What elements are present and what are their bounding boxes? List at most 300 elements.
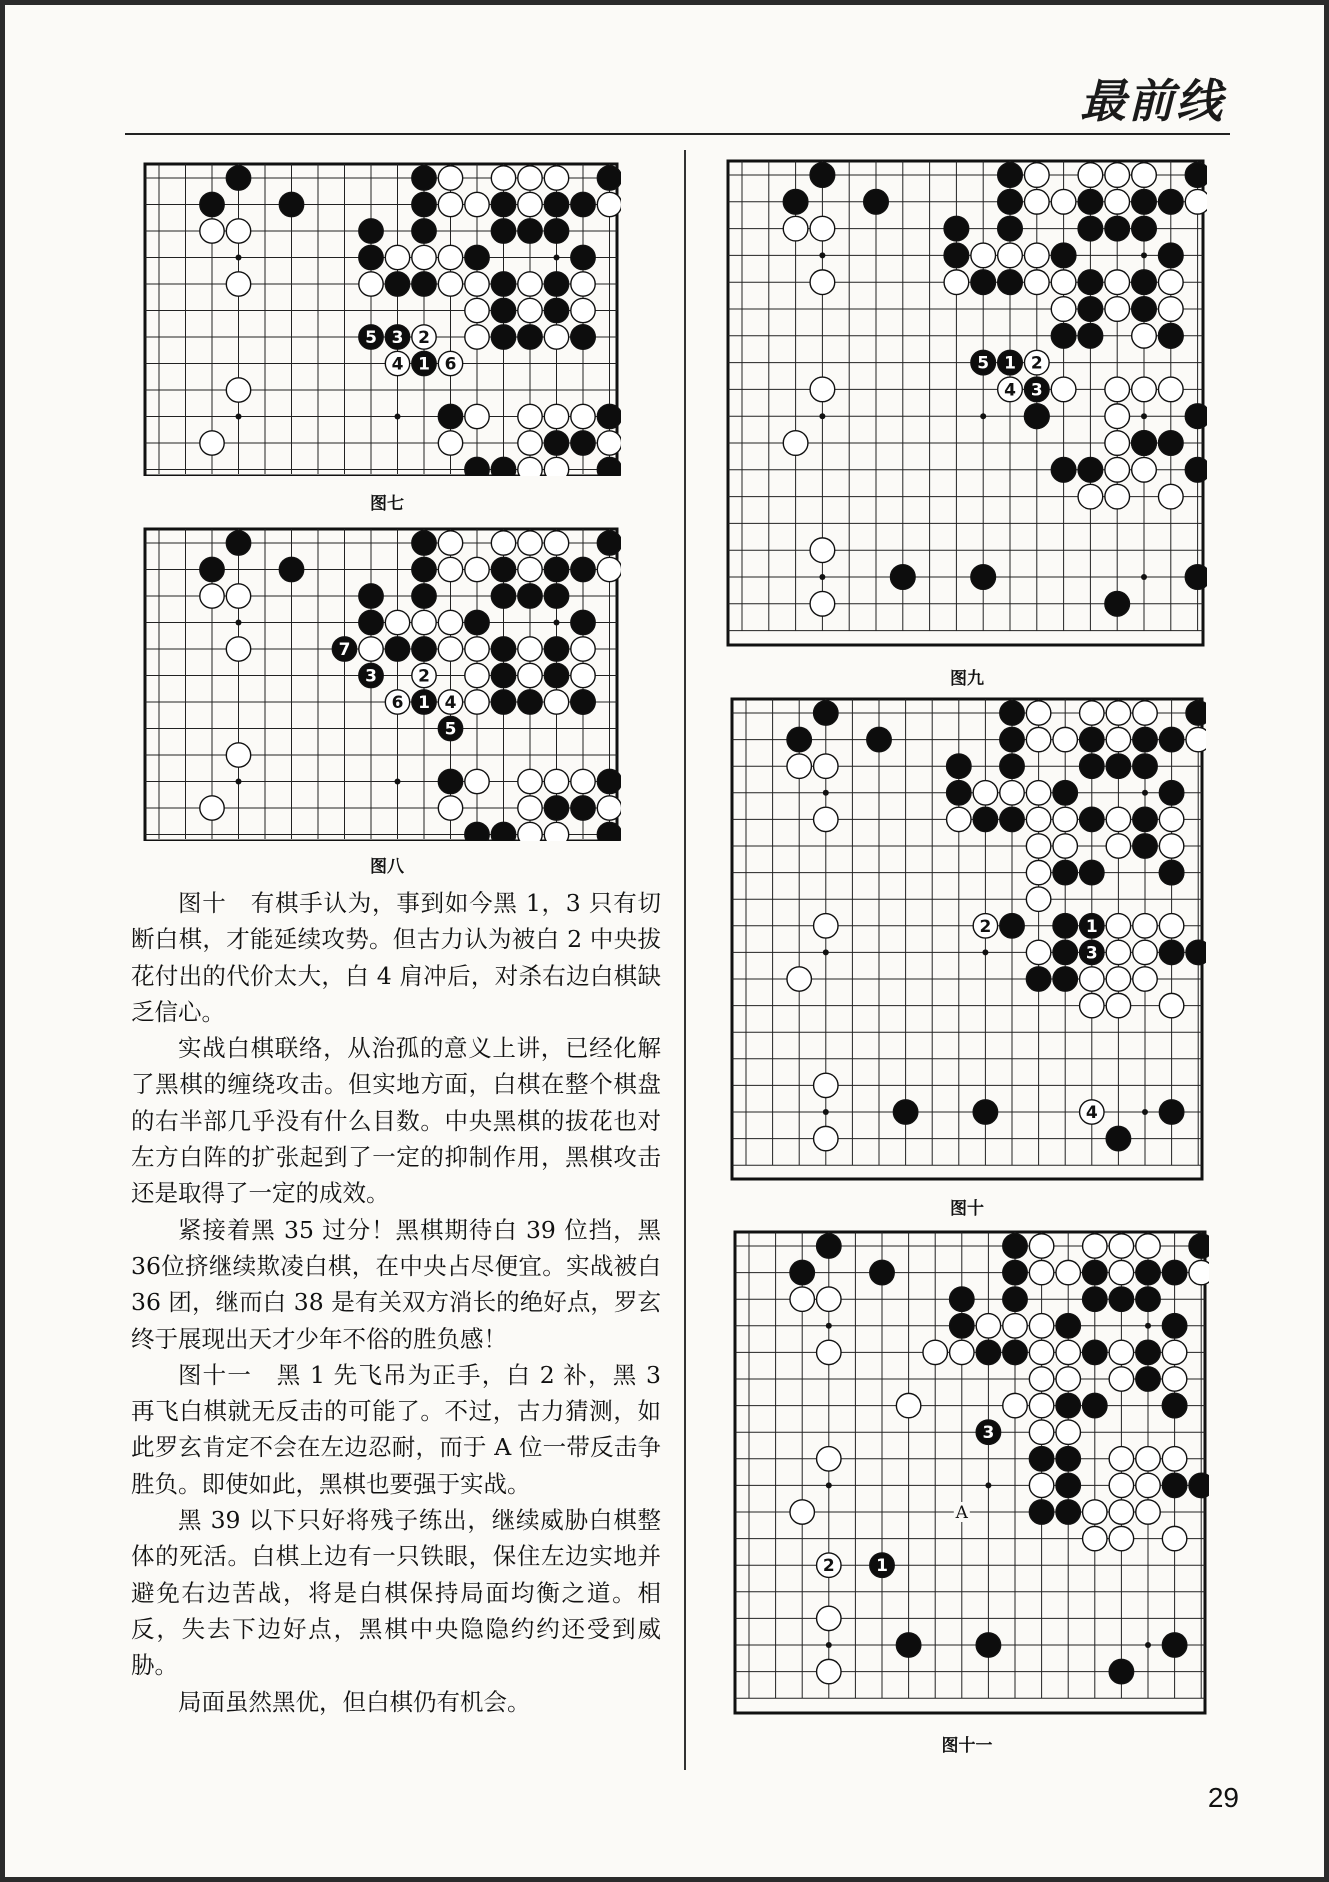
figure-10-caption: 图十	[950, 1199, 984, 1219]
white-stone	[1109, 1367, 1133, 1391]
black-stone	[1136, 1340, 1160, 1364]
black-stone	[1080, 754, 1104, 778]
black-stone	[597, 166, 621, 190]
white-stone	[1029, 1234, 1053, 1258]
black-stone	[817, 1234, 841, 1258]
black-stone	[1053, 781, 1077, 805]
black-stone	[1078, 270, 1103, 295]
white-stone	[1080, 701, 1104, 725]
white-stone	[1003, 1314, 1027, 1338]
black-stone	[1159, 727, 1183, 751]
white-stone	[1029, 1340, 1053, 1364]
white-stone	[1024, 270, 1049, 295]
white-stone	[518, 404, 542, 428]
white-stone	[438, 610, 462, 634]
black-stone	[491, 219, 515, 243]
black-stone	[1078, 323, 1103, 348]
black-stone	[1162, 1393, 1186, 1417]
white-stone	[1105, 297, 1130, 322]
paragraph: 实战白棋联络，从治孤的意义上讲，已经化解了黑棋的缠绕攻击。但实地方面，白棋在整个棋盘的右半部几乎没有什么目数。中央黑棋的拔花也对左方白阵的扩张起到了一定的抑制作用，黑棋攻击还是取得了一定的成效。	[131, 1034, 661, 1208]
white-stone	[814, 807, 838, 831]
black-stone	[412, 219, 436, 243]
white-stone	[571, 272, 595, 296]
black-stone	[491, 192, 515, 216]
black-stone	[1056, 1500, 1080, 1524]
white-stone	[1026, 781, 1050, 805]
white-stone	[438, 531, 462, 555]
star-point	[1142, 1109, 1148, 1115]
black-stone	[1056, 1473, 1080, 1497]
white-stone	[817, 1340, 841, 1364]
black-stone	[279, 192, 303, 216]
white-stone	[814, 1126, 838, 1150]
white-stone	[465, 769, 489, 793]
black-stone	[491, 584, 515, 608]
black-stone	[544, 272, 568, 296]
move-number: 3	[365, 666, 377, 687]
white-stone	[787, 967, 811, 991]
white-stone	[947, 807, 971, 831]
star-point	[236, 255, 242, 261]
white-stone	[518, 192, 542, 216]
black-stone	[870, 1260, 894, 1284]
white-stone	[1136, 1447, 1160, 1471]
white-stone	[1159, 834, 1183, 858]
go-board-figure-11	[731, 1228, 1209, 1717]
black-stone	[491, 557, 515, 581]
white-stone	[1106, 914, 1130, 938]
white-stone	[814, 754, 838, 778]
black-stone	[976, 1633, 1000, 1657]
white-stone	[1132, 457, 1157, 482]
white-stone	[465, 192, 489, 216]
black-stone	[1159, 940, 1183, 964]
white-stone	[226, 584, 250, 608]
black-stone	[1106, 754, 1130, 778]
white-stone	[200, 219, 224, 243]
white-stone	[359, 272, 383, 296]
white-stone	[518, 769, 542, 793]
black-stone	[1136, 1260, 1160, 1284]
black-stone	[518, 584, 542, 608]
star-point	[980, 413, 986, 419]
black-stone	[1133, 754, 1157, 778]
black-stone	[1083, 1260, 1107, 1284]
white-stone	[1133, 701, 1157, 725]
white-stone	[1109, 1340, 1133, 1364]
black-stone	[1162, 1633, 1186, 1657]
black-stone	[1189, 1234, 1209, 1258]
white-stone	[359, 637, 383, 661]
white-stone	[544, 822, 568, 841]
white-stone	[1159, 993, 1183, 1017]
black-stone	[1136, 1367, 1160, 1391]
black-stone	[518, 219, 542, 243]
black-stone	[465, 822, 489, 841]
black-stone	[385, 637, 409, 661]
move-number: 6	[444, 354, 457, 375]
move-number: 1	[1085, 916, 1098, 937]
white-stone	[518, 531, 542, 555]
white-stone	[200, 584, 224, 608]
black-stone	[1000, 754, 1024, 778]
black-stone	[1105, 591, 1130, 616]
white-stone	[491, 531, 515, 555]
black-stone	[359, 584, 383, 608]
black-stone	[359, 245, 383, 269]
white-stone	[465, 325, 489, 349]
white-stone	[1105, 189, 1130, 214]
white-stone	[1132, 377, 1157, 402]
white-stone	[1136, 1500, 1160, 1524]
black-stone	[359, 610, 383, 634]
black-stone	[1026, 967, 1050, 991]
white-stone	[544, 769, 568, 793]
black-stone	[571, 610, 595, 634]
white-stone	[1083, 1526, 1107, 1550]
black-stone	[1053, 940, 1077, 964]
white-stone	[1133, 940, 1157, 964]
white-stone	[817, 1447, 841, 1471]
white-stone	[518, 663, 542, 687]
black-stone	[1185, 457, 1207, 482]
white-stone	[1051, 297, 1076, 322]
white-stone	[544, 404, 568, 428]
black-stone	[226, 531, 250, 555]
black-stone	[1003, 1287, 1027, 1311]
black-stone	[1080, 727, 1104, 751]
black-stone	[491, 637, 515, 661]
white-stone	[950, 1340, 974, 1364]
black-stone	[359, 219, 383, 243]
white-stone	[1078, 484, 1103, 509]
black-stone	[998, 216, 1023, 241]
move-number: 2	[418, 328, 430, 348]
star-point	[554, 255, 560, 261]
white-stone	[817, 1287, 841, 1311]
white-stone	[1162, 1526, 1186, 1550]
black-stone	[814, 701, 838, 725]
go-board-svg	[728, 695, 1206, 1183]
white-stone	[465, 404, 489, 428]
black-stone	[438, 404, 462, 428]
black-stone	[1083, 1340, 1107, 1364]
black-stone	[1053, 967, 1077, 991]
white-stone	[1186, 727, 1206, 751]
black-stone	[1158, 189, 1183, 214]
white-stone	[1080, 993, 1104, 1017]
move-number: 2	[1030, 353, 1043, 374]
black-stone	[890, 565, 915, 590]
white-stone	[571, 637, 595, 661]
black-stone	[1000, 914, 1024, 938]
go-board-figure-9	[724, 157, 1207, 649]
white-stone	[976, 1314, 1000, 1338]
white-stone	[518, 822, 542, 841]
white-stone	[1109, 1526, 1133, 1550]
white-stone	[1056, 1260, 1080, 1284]
black-stone	[491, 272, 515, 296]
star-point	[823, 949, 829, 955]
white-stone	[1162, 1340, 1186, 1364]
black-stone	[1185, 565, 1207, 590]
black-stone	[1132, 270, 1157, 295]
black-stone	[1158, 243, 1183, 268]
black-stone	[976, 1340, 1000, 1364]
black-stone	[1083, 1393, 1107, 1417]
white-stone	[1158, 484, 1183, 509]
black-stone	[544, 796, 568, 820]
black-stone	[544, 584, 568, 608]
figure-11-caption: 图十一	[941, 1736, 993, 1756]
white-stone	[1026, 834, 1050, 858]
white-stone	[1106, 940, 1130, 964]
black-stone	[1186, 701, 1206, 725]
white-stone	[973, 781, 997, 805]
move-number: 4	[444, 693, 457, 713]
black-stone	[226, 166, 250, 190]
star-point	[819, 252, 825, 258]
move-number: 2	[822, 1556, 835, 1577]
white-stone	[944, 270, 969, 295]
white-stone	[518, 457, 542, 476]
black-stone	[1106, 1126, 1130, 1150]
white-stone	[438, 431, 462, 455]
white-stone	[1080, 967, 1104, 991]
figure-9-caption: 图九	[950, 669, 984, 689]
white-stone	[783, 431, 808, 456]
black-stone	[1003, 1340, 1027, 1364]
black-stone	[544, 663, 568, 687]
move-number: 5	[365, 328, 377, 348]
white-stone	[465, 637, 489, 661]
go-board-svg	[141, 525, 621, 841]
white-stone	[1053, 727, 1077, 751]
black-stone	[544, 298, 568, 322]
white-stone	[226, 378, 250, 402]
go-board-figure-10	[728, 695, 1206, 1183]
paragraph: 紧接着黑 35 过分！黑棋期待白 39 位挡，黑 36位挤继续欺凌白棋，在中央占尽便宜。实战被白 36 团，继而白 38 是有关双方消长的绝好点，罗玄终于展现出天才少年不俗的胜负感！	[131, 1215, 661, 1353]
white-stone	[200, 431, 224, 455]
white-stone	[518, 637, 542, 661]
black-stone	[1132, 431, 1157, 456]
white-stone	[1105, 484, 1130, 509]
white-stone	[1029, 1260, 1053, 1284]
white-stone	[810, 270, 835, 295]
black-stone	[1133, 727, 1157, 751]
black-stone	[412, 166, 436, 190]
white-stone	[1132, 323, 1157, 348]
white-stone	[518, 796, 542, 820]
black-stone	[971, 565, 996, 590]
black-stone	[1159, 1100, 1183, 1124]
black-stone	[571, 192, 595, 216]
white-stone	[226, 743, 250, 767]
black-stone	[1158, 431, 1183, 456]
black-stone	[491, 690, 515, 714]
black-stone	[1056, 1447, 1080, 1471]
white-stone	[544, 325, 568, 349]
white-stone	[787, 754, 811, 778]
white-stone	[226, 272, 250, 296]
black-stone	[998, 163, 1023, 188]
black-stone	[1162, 1314, 1186, 1338]
white-stone	[412, 245, 436, 269]
white-stone	[1029, 1367, 1053, 1391]
black-stone	[1186, 940, 1206, 964]
white-stone	[438, 557, 462, 581]
white-stone	[1053, 807, 1077, 831]
white-stone	[1109, 1447, 1133, 1471]
white-stone	[1106, 701, 1130, 725]
white-stone	[597, 192, 621, 216]
star-point	[1145, 1642, 1151, 1648]
black-stone	[1162, 1473, 1186, 1497]
white-stone	[1051, 189, 1076, 214]
star-point	[1141, 413, 1147, 419]
black-stone	[787, 727, 811, 751]
black-stone	[1003, 1260, 1027, 1284]
black-stone	[1053, 860, 1077, 884]
figure-7-caption: 图七	[370, 494, 404, 514]
white-stone	[1189, 1260, 1209, 1284]
move-number: 3	[1030, 380, 1043, 401]
black-stone	[1189, 1473, 1209, 1497]
white-stone	[1078, 163, 1103, 188]
black-stone	[1000, 807, 1024, 831]
white-stone	[1029, 1473, 1053, 1497]
white-stone	[226, 637, 250, 661]
white-stone	[1106, 834, 1130, 858]
white-stone	[810, 377, 835, 402]
black-stone	[790, 1260, 814, 1284]
black-stone	[1080, 807, 1104, 831]
white-stone	[438, 796, 462, 820]
white-stone	[544, 531, 568, 555]
white-stone	[1029, 1314, 1053, 1338]
white-stone	[200, 796, 224, 820]
black-stone	[491, 325, 515, 349]
white-stone	[544, 690, 568, 714]
black-stone	[1003, 1234, 1027, 1258]
white-stone	[465, 557, 489, 581]
star-point	[1141, 252, 1147, 258]
black-stone	[465, 245, 489, 269]
black-stone	[597, 822, 621, 841]
white-stone	[998, 243, 1023, 268]
white-stone	[518, 166, 542, 190]
black-stone	[1158, 323, 1183, 348]
black-stone	[544, 637, 568, 661]
move-number: 2	[979, 916, 992, 937]
black-stone	[1051, 243, 1076, 268]
paragraph: 图十一 黑 1 先飞吊为正手，白 2 补，黑 3 再飞白棋就无反击的可能了。不过，古力猜测，如此罗玄肯定不会在左边忍耐，而于 A 位一带反击争胜负。即使如此，黑棋也要强于实战。	[131, 1360, 661, 1498]
running-header-title: 最前线	[1080, 74, 1224, 128]
black-stone	[1136, 1287, 1160, 1311]
black-stone	[810, 163, 835, 188]
star-point	[826, 1482, 832, 1488]
black-stone	[597, 769, 621, 793]
black-stone	[1159, 781, 1183, 805]
star-point	[826, 1642, 832, 1648]
white-stone	[1029, 1420, 1053, 1444]
white-stone	[1109, 1500, 1133, 1524]
white-stone	[814, 914, 838, 938]
black-stone	[998, 270, 1023, 295]
white-stone	[810, 591, 835, 616]
move-number: 1	[418, 354, 430, 375]
black-stone	[518, 690, 542, 714]
paragraph: 图十 有棋手认为，事到如今黑 1，3 只有切断白棋，才能延续攻势。但古力认为被白 2 中央拔花付出的代价太大，白 4 肩冲后，对杀右边白棋缺乏信心。	[131, 889, 661, 1026]
white-stone	[1158, 377, 1183, 402]
black-stone	[1029, 1447, 1053, 1471]
white-stone	[1106, 993, 1130, 1017]
white-stone	[1136, 1473, 1160, 1497]
star-point	[819, 574, 825, 580]
paragraph: 局面虽然黑优，但白棋仍有机会。	[178, 1687, 531, 1716]
white-stone	[1159, 914, 1183, 938]
black-stone	[893, 1100, 917, 1124]
black-stone	[896, 1633, 920, 1657]
black-stone	[1029, 1500, 1053, 1524]
white-stone	[1026, 807, 1050, 831]
white-stone	[465, 272, 489, 296]
black-stone	[1000, 701, 1024, 725]
go-board-svg	[731, 1228, 1209, 1717]
white-stone	[783, 216, 808, 241]
black-stone	[544, 192, 568, 216]
white-stone	[896, 1393, 920, 1417]
white-stone	[1105, 457, 1130, 482]
star-point	[823, 790, 829, 796]
star-point	[236, 779, 242, 785]
star-point	[1145, 1323, 1151, 1329]
white-stone	[1053, 834, 1077, 858]
white-stone	[385, 245, 409, 269]
white-stone	[412, 610, 436, 634]
star-point	[982, 949, 988, 955]
white-stone	[465, 663, 489, 687]
white-stone	[465, 298, 489, 322]
black-stone	[1162, 1260, 1186, 1284]
white-stone	[438, 166, 462, 190]
white-stone	[817, 1606, 841, 1630]
white-stone	[1105, 404, 1130, 429]
black-stone	[412, 272, 436, 296]
black-stone	[1051, 323, 1076, 348]
white-stone	[1159, 807, 1183, 831]
move-number: 1	[1004, 353, 1016, 374]
white-stone	[597, 557, 621, 581]
move-number: 3	[982, 1423, 995, 1444]
white-stone	[1162, 1447, 1186, 1471]
white-stone	[810, 538, 835, 563]
white-stone	[518, 272, 542, 296]
black-stone	[1133, 807, 1157, 831]
move-number: 6	[391, 693, 404, 713]
white-stone	[544, 166, 568, 190]
black-stone	[1078, 216, 1103, 241]
white-stone	[1026, 727, 1050, 751]
white-stone	[790, 1500, 814, 1524]
white-stone	[1132, 163, 1157, 188]
black-stone	[971, 270, 996, 295]
white-stone	[438, 192, 462, 216]
black-stone	[1185, 404, 1207, 429]
go-board-svg	[724, 157, 1207, 649]
article-body	[131, 885, 661, 1720]
page-number: 29	[1207, 1782, 1239, 1813]
